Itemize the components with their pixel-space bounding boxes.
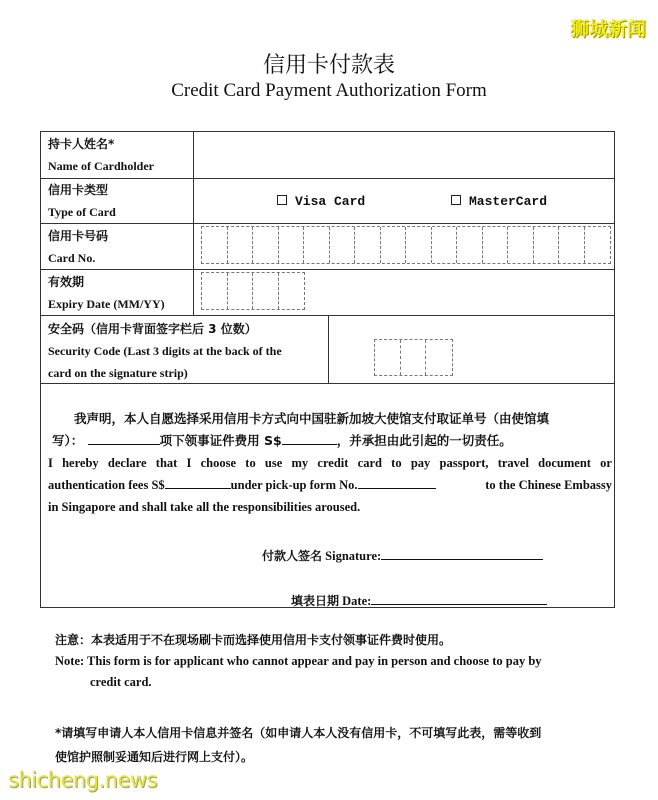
declaration: 我声明，本人自愿选择采用信用卡方式向中国驻新加坡大使馆支付取证单号（由使馆填 写）： 项下领事证件费用 S$ ，并承担由此引起的一切责任。 I hereby declare that I choose to use my credit card to pay passport, travel document or authentication fees S$ under pick-up form No. to the Chinese Embassy in Singapore and shall take all the responsibilities aroused. — [48, 411, 612, 514]
digit-box[interactable] — [457, 227, 483, 263]
fee-blank-cn[interactable] — [282, 432, 337, 445]
digit-box[interactable] — [279, 273, 305, 309]
security-code-label: 安全码（信用卡背面签字栏后 3 位数） Security Code (Last 3 digits at the back of the card on the signature strip) — [48, 322, 282, 380]
signature-field[interactable] — [381, 547, 543, 560]
notes: 注意：本表适用于不在现场刷卡而选择使用信用卡支付领事证件费时使用。 Note: This form is for applicant who cannot appear and pay in person and choose to pay by credit card. *请填写申请人本人信用卡信息并签名（如申请人本人没有信用卡，不可填写此表，需等收到 使馆护照制妥通知后进行网上支付）。 — [55, 633, 542, 764]
digit-box[interactable] — [202, 273, 228, 309]
signature-line: 付款人签名 Signature: — [262, 545, 614, 567]
expiry-boxes[interactable] — [201, 272, 305, 310]
mastercard-checkbox[interactable]: MasterCard — [451, 194, 547, 209]
digit-box[interactable] — [559, 227, 585, 263]
title-cn: 信用卡付款表 — [262, 53, 395, 78]
digit-box[interactable] — [253, 227, 279, 263]
digit-box[interactable] — [375, 340, 401, 375]
digit-box[interactable] — [426, 340, 452, 375]
pickup-no-blank-cn[interactable] — [88, 432, 160, 445]
expiry-label: 有效期 Expiry Date (MM/YY) — [48, 275, 165, 311]
cardholder-name-field[interactable] — [195, 132, 613, 178]
fee-blank-en[interactable] — [165, 476, 231, 489]
digit-box[interactable] — [432, 227, 458, 263]
cardholder-name-label: 持卡人姓名* Name of Cardholder — [48, 137, 154, 173]
digit-box[interactable] — [228, 273, 254, 309]
digit-box[interactable] — [228, 227, 254, 263]
digit-box[interactable] — [401, 340, 427, 375]
digit-box[interactable] — [381, 227, 407, 263]
card-type-label: 信用卡类型 Type of Card — [48, 183, 116, 219]
date-line: 填表日期 Date: — [291, 590, 614, 612]
digit-box[interactable] — [508, 227, 534, 263]
digit-box[interactable] — [202, 227, 228, 263]
card-number-boxes[interactable] — [201, 226, 611, 264]
watermark-top: 狮城新闻 — [569, 18, 646, 40]
digit-box[interactable] — [534, 227, 560, 263]
watermark-bottom: shicheng.news — [8, 768, 158, 792]
digit-box[interactable] — [406, 227, 432, 263]
digit-box[interactable] — [585, 227, 611, 263]
card-number-label: 信用卡号码 Card No. — [48, 229, 109, 265]
visa-card-checkbox[interactable]: Visa Card — [277, 194, 365, 209]
digit-box[interactable] — [253, 273, 279, 309]
pickup-no-blank-en[interactable] — [358, 476, 436, 489]
digit-box[interactable] — [483, 227, 509, 263]
title-en: Credit Card Payment Authorization Form — [171, 80, 487, 101]
date-field[interactable] — [371, 592, 547, 605]
security-code-boxes[interactable] — [374, 339, 453, 376]
digit-box[interactable] — [279, 227, 305, 263]
digit-box[interactable] — [355, 227, 381, 263]
payment-form-table — [40, 131, 615, 608]
digit-box[interactable] — [330, 227, 356, 263]
digit-box[interactable] — [304, 227, 330, 263]
